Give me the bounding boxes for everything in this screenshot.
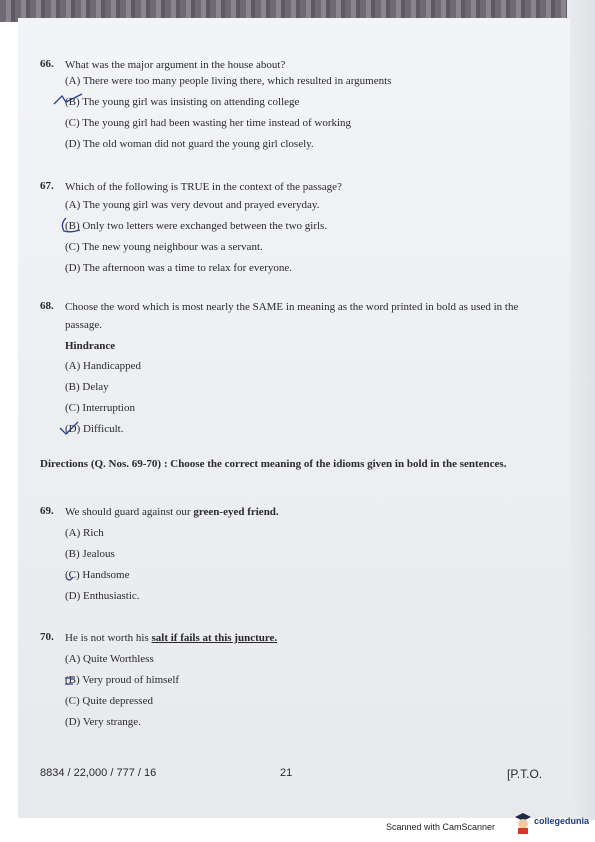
question-text-plain: He is not worth his [65, 632, 152, 644]
question-text: What was the major argument in the house about? [65, 59, 286, 71]
option-c: (C) Handsome [65, 569, 130, 581]
option-c: (C) The young girl had been wasting her time instead of working [65, 117, 352, 129]
option-c: (C) The new young neighbour was a servant. [65, 241, 263, 253]
pto-label: [P.T.O. [507, 767, 543, 781]
option-d: (D) Enthusiastic. [65, 590, 140, 602]
option-b: (B) Very proud of himself [65, 674, 180, 686]
question-number: 66. [40, 58, 54, 70]
option-b: (B) Only two letters were exchanged between the two girls. [65, 220, 328, 232]
question-number: 70. [40, 631, 54, 643]
option-b: (B) The young girl was insisting on attending college [65, 96, 300, 108]
question-number: 68. [40, 300, 54, 312]
question-text-plain: We should guard against our [65, 506, 194, 518]
directions-heading: Directions (Q. Nos. 69-70) : Choose the correct meaning of the idioms given in bold in the sentences. [40, 458, 507, 470]
logo-text: collegedunia [534, 816, 590, 826]
question-text: Which of the following is TRUE in the context of the passage? [65, 181, 342, 193]
option-c: (C) Interruption [65, 402, 135, 414]
option-d: (D) Very strange. [65, 716, 141, 728]
option-b: (B) Delay [65, 381, 109, 393]
page-number: 21 [280, 767, 293, 779]
camscanner-watermark: Scanned with CamScanner [386, 822, 496, 832]
option-d: (D) Difficult. [65, 423, 124, 435]
collegedunia-logo [514, 812, 592, 836]
question-text: Choose the word which is most nearly the SAME in meaning as the word printed in bold as used in the passage. [65, 301, 519, 331]
question-number: 67. [40, 180, 54, 192]
option-d: (D) The afternoon was a time to relax for everyone. [65, 262, 293, 274]
idiom-bold: green-eyed friend. [193, 506, 279, 518]
option-c: (C) Quite depressed [65, 695, 153, 707]
option-a: (A) The young girl was very devout and prayed everyday. [65, 199, 320, 211]
option-b: (B) Jealous [65, 548, 115, 560]
scan-footer-strip [0, 820, 595, 842]
question-number: 69. [40, 505, 54, 517]
photo-edge-right [567, 0, 595, 820]
option-a: (A) Quite Worthless [65, 653, 154, 665]
option-a: (A) Rich [65, 527, 104, 539]
question-text [65, 503, 550, 521]
option-a: (A) Handicapped [65, 360, 142, 372]
question-text [65, 629, 550, 647]
option-d: (D) The old woman did not guard the young girl closely. [65, 138, 314, 150]
booklet-code: 8834 / 22,000 / 777 / 16 [40, 767, 157, 779]
bold-word: Hindrance [65, 340, 116, 352]
idiom-bold: salt if fails at this juncture. [151, 632, 278, 644]
graduate-icon [514, 812, 532, 834]
option-a: (A) There were too many people living there, which resulted in arguments [65, 75, 392, 87]
